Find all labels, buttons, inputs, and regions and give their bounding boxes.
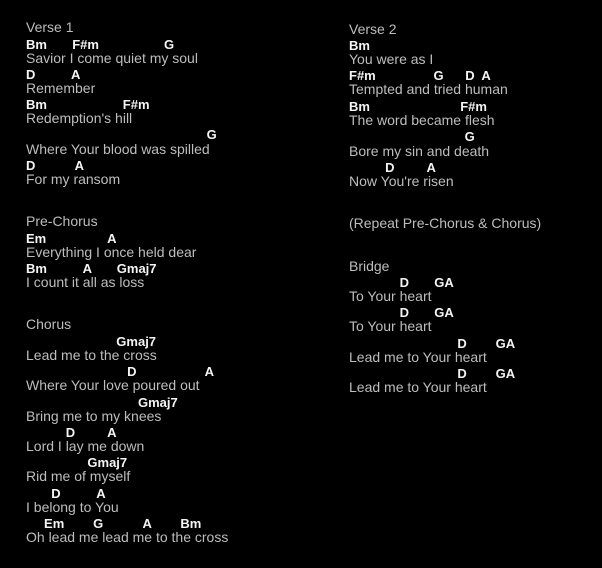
verse2-chord-line-4: G [349, 129, 475, 144]
verse1-chord-line-3: Bm F#m [26, 97, 150, 112]
bridge-lyric-line-3: Lead me to Your heart [349, 349, 487, 365]
verse1-lyric-line-2: Remember [26, 80, 96, 96]
chorus-chord-line-6: D A [26, 486, 106, 501]
chorus-chord-line-5: Gmaj7 [26, 455, 128, 470]
repeat-note: (Repeat Pre-Chorus & Chorus) [349, 215, 542, 231]
bridge-lyric-line-4: Lead me to Your heart [349, 379, 487, 395]
chorus-lyric-line-2: Where Your love poured out [26, 377, 200, 393]
chorus-chord-line-1: Gmaj7 [26, 334, 157, 349]
prechorus-title: Pre-Chorus [26, 213, 98, 229]
chorus-lyric-line-3: Bring me to my knees [26, 408, 162, 424]
verse2-chord-line-2: F#m G D A [349, 68, 491, 83]
verse1-chord-line-2: D A [26, 67, 81, 82]
chorus-lyric-line-5: Rid me of myself [26, 468, 131, 484]
verse2-lyric-line-4: Bore my sin and death [349, 143, 490, 159]
verse1-lyric-line-4: Where Your blood was spilled [26, 141, 210, 157]
bridge-chord-line-4: D GA [349, 366, 516, 381]
prechorus-lyric-line-2: I count it all as loss [26, 274, 145, 290]
bridge-chord-line-3: D GA [349, 336, 516, 351]
chorus-chord-line-7: Em G A Bm [26, 516, 202, 531]
chorus-chord-line-3: Gmaj7 [26, 395, 178, 410]
chorus-chord-line-2: D A [26, 364, 215, 379]
verse1-lyric-line-1: Savior I come quiet my soul [26, 50, 198, 66]
chorus-title: Chorus [26, 316, 72, 332]
bridge-title: Bridge [349, 258, 390, 274]
chorus-chord-line-4: D A [26, 425, 117, 440]
verse2-lyric-line-3: The word became flesh [349, 112, 495, 128]
bridge-chord-line-2: D GA [349, 305, 454, 320]
verse2-chord-line-3: Bm F#m [349, 99, 487, 114]
verse1-chord-line-5: D A [26, 158, 85, 173]
chorus-lyric-line-4: Lord I lay me down [26, 438, 145, 454]
verse1-chord-line-4: G [26, 127, 217, 142]
verse2-chord-line-1: Bm [349, 38, 370, 53]
verse1-title: Verse 1 [26, 19, 74, 35]
chorus-lyric-line-6: I belong to You [26, 499, 119, 515]
verse1-lyric-line-3: Redemption's hill [26, 110, 133, 126]
verse1-chord-line-1: Bm F#m G [26, 37, 175, 52]
verse2-title: Verse 2 [349, 21, 397, 37]
verse2-chord-line-5: D A [349, 160, 436, 175]
verse2-lyric-line-1: You were as I [349, 51, 434, 67]
prechorus-lyric-line-1: Everything I once held dear [26, 244, 197, 260]
chorus-lyric-line-7: Oh lead me lead me to the cross [26, 529, 229, 545]
verse2-lyric-line-2: Tempted and tried human [349, 81, 508, 97]
verse2-lyric-line-5: Now You're risen [349, 173, 454, 189]
prechorus-chord-line-1: Em A [26, 231, 117, 246]
bridge-lyric-line-1: To Your heart [349, 288, 432, 304]
chorus-lyric-line-1: Lead me to the cross [26, 347, 157, 363]
bridge-chord-line-1: D GA [349, 275, 454, 290]
verse1-lyric-line-5: For my ransom [26, 171, 121, 187]
bridge-lyric-line-2: To Your heart [349, 318, 432, 334]
prechorus-chord-line-2: Bm A Gmaj7 [26, 261, 157, 276]
